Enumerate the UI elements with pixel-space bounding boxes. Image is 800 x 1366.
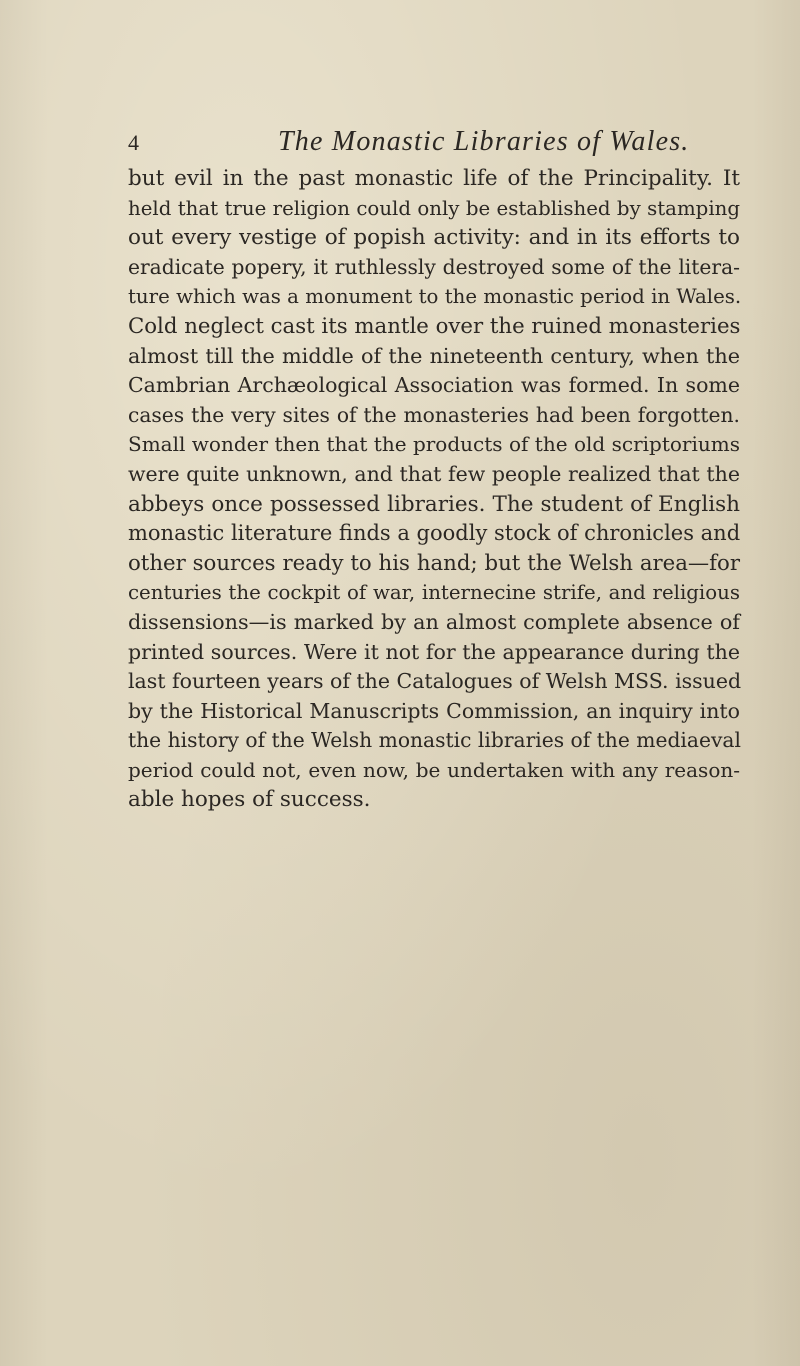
text-line: cases the very sites of the monasteries had been forgotten. [128,402,740,427]
text-line: other sources ready to his hand; but the Welsh area—for [128,550,740,576]
text-line: printed sources. Were it not for the appearance during the [128,639,740,664]
text-line: centuries the cockpit of war, internecine strife, and religious [128,581,740,605]
text-line: out every vestige of popish activity: and in its efforts to [128,225,740,251]
text-line: monastic literature finds a goodly stock of chronicles and [128,521,741,546]
text-line: almost till the middle of the nineteenth century, when the [128,343,740,368]
text-line: Cold neglect cast its mantle over the ruined monasteries [128,313,741,339]
text-line: Cambrian Archæological Association was formed. In some [128,373,740,398]
text-line: last fourteen years of the Catalogues of Welsh MSS. issued [128,669,742,694]
text-line: period could not, even now, be undertaken with any reason- [128,757,740,782]
body-paragraph [128,164,740,815]
text-line: abbeys once possessed libraries. The student of English [128,491,740,517]
text-line: held that true religion could only be established by stamping [128,196,740,220]
running-head [128,120,740,160]
text-line: eradicate popery, it ruthlessly destroyed some of the litera- [128,254,740,279]
text-line: the history of the Welsh monastic libraries of the mediaeval [128,728,741,753]
text-line: were quite unknown, and that few people realized that the [128,461,740,486]
text-line: dissensions—is marked by an almost complete absence of [128,609,740,634]
text-line: ture which was a monument to the monastic period in Wales. [128,285,742,309]
text-line: by the Historical Manuscripts Commission, an inquiry into [128,698,740,723]
text-line: but evil in the past monastic life of the Principality. It [128,166,740,191]
running-title: The Monastic Libraries of Wales. [278,126,690,157]
text-line: able hopes of success. [128,787,371,813]
page-number: 4 [128,130,139,155]
text-line: Small wonder then that the products of the old scriptoriums [128,432,740,457]
